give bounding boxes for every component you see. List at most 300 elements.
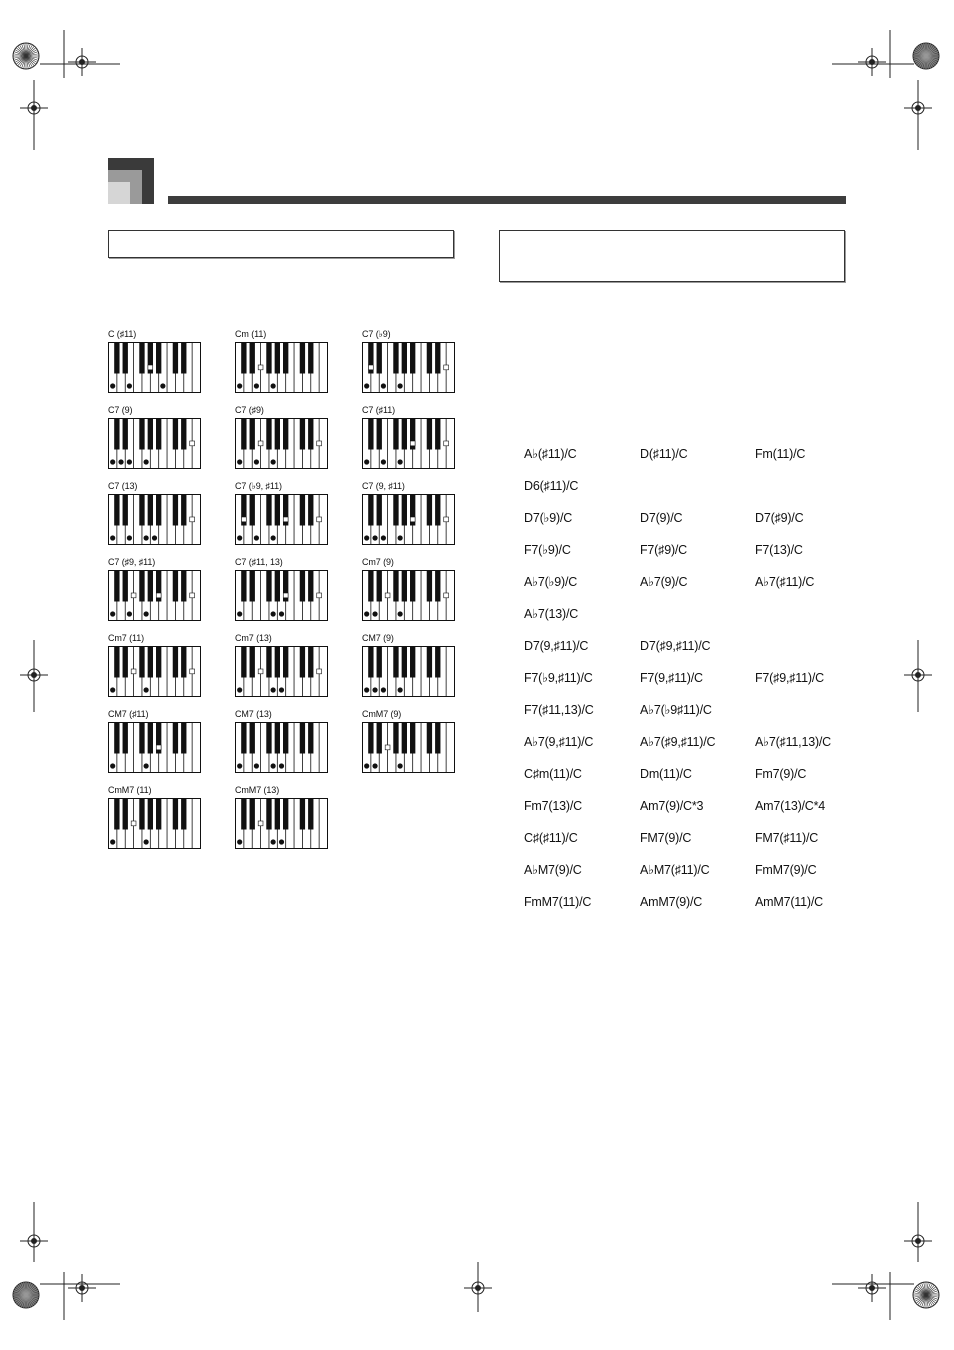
- keyboard-diagram: [235, 798, 329, 850]
- pressed-key-dot: [144, 611, 149, 616]
- black-key: [181, 343, 186, 374]
- chord-name: Am7(9)/C*3: [640, 799, 704, 813]
- pressed-key-dot: [110, 383, 115, 388]
- black-key: [156, 647, 161, 678]
- pressed-key-dot: [127, 611, 132, 616]
- black-key: [368, 723, 373, 754]
- pressed-black-key-marker: [410, 517, 415, 522]
- chord-label: C7 (♯9): [235, 405, 264, 415]
- black-key: [139, 799, 144, 830]
- chord-label: CmM7 (13): [235, 785, 280, 795]
- black-key: [410, 723, 415, 754]
- black-key: [241, 419, 246, 450]
- black-key: [410, 571, 415, 602]
- black-key: [114, 723, 119, 754]
- black-key: [266, 571, 271, 602]
- chord-name: A♭7(♭9)/C: [524, 575, 578, 589]
- chord-name: F7(13)/C: [755, 543, 803, 557]
- black-key: [368, 571, 373, 602]
- keyboard-diagram: [235, 570, 329, 622]
- pressed-key-dot: [237, 611, 242, 616]
- black-key: [139, 723, 144, 754]
- black-key: [300, 723, 305, 754]
- chord-name: Fm(11)/C: [755, 447, 806, 461]
- black-key: [308, 571, 313, 602]
- black-key: [173, 343, 178, 374]
- keyboard-diagram: [108, 494, 202, 546]
- keyboard-diagram: [362, 342, 456, 394]
- pressed-black-key-marker: [283, 593, 288, 598]
- pressed-black-key-marker: [156, 745, 161, 750]
- pressed-key-dot: [254, 535, 259, 540]
- pressed-black-key-marker: [190, 441, 195, 446]
- chord-name: FM7(9)/C: [640, 831, 692, 845]
- black-key: [123, 723, 128, 754]
- black-key: [300, 495, 305, 526]
- black-key: [402, 571, 407, 602]
- pressed-key-dot: [372, 763, 377, 768]
- black-key: [148, 799, 153, 830]
- black-key: [241, 571, 246, 602]
- chord-name: F7(♭9,♯11)/C: [524, 671, 593, 685]
- pressed-black-key-marker: [444, 593, 449, 598]
- black-key: [139, 571, 144, 602]
- chord-label: C7 (9, ♯11): [362, 481, 405, 491]
- black-key: [241, 647, 246, 678]
- pressed-key-dot: [364, 383, 369, 388]
- black-key: [308, 723, 313, 754]
- black-key: [250, 799, 255, 830]
- pressed-key-dot: [110, 459, 115, 464]
- black-key: [123, 571, 128, 602]
- black-key: [173, 723, 178, 754]
- pressed-black-key-marker: [385, 745, 390, 750]
- black-key: [283, 343, 288, 374]
- pressed-key-dot: [271, 687, 276, 692]
- chord-label: Cm7 (13): [235, 633, 272, 643]
- pressed-key-dot: [271, 383, 276, 388]
- black-key: [173, 495, 178, 526]
- black-key: [148, 647, 153, 678]
- keyboard-diagram: [235, 722, 329, 774]
- pressed-key-dot: [254, 459, 259, 464]
- chord-name: A♭(♯11)/C: [524, 447, 577, 461]
- pressed-key-dot: [279, 763, 284, 768]
- black-key: [377, 495, 382, 526]
- black-key: [181, 647, 186, 678]
- chord-name: D7(♭9)/C: [524, 511, 573, 525]
- chord-name: AmM7(11)/C: [755, 895, 823, 909]
- black-key: [173, 419, 178, 450]
- black-key: [275, 571, 280, 602]
- pressed-key-dot: [237, 763, 242, 768]
- pressed-key-dot: [381, 535, 386, 540]
- pressed-black-key-marker: [444, 441, 449, 446]
- black-key: [181, 723, 186, 754]
- black-key: [181, 419, 186, 450]
- keyboard-diagram: [362, 646, 456, 698]
- chord-name: C♯(♯11)/C: [524, 831, 578, 845]
- chord-name: D7(♯9)/C: [755, 511, 804, 525]
- sunburst-mark-top-right: [913, 43, 939, 69]
- black-key: [250, 343, 255, 374]
- chord-name: F7(9,♯11)/C: [640, 671, 703, 685]
- black-key: [123, 343, 128, 374]
- crosshair-mark-top-right: [858, 48, 886, 76]
- black-key: [114, 647, 119, 678]
- black-key: [275, 723, 280, 754]
- black-key: [300, 647, 305, 678]
- pressed-key-dot: [271, 763, 276, 768]
- sunburst-mark-bottom-right: [913, 1282, 939, 1308]
- chord-name: F7(♭9)/C: [524, 543, 571, 557]
- black-key: [435, 647, 440, 678]
- chord-name: A♭7(♯11,13)/C: [755, 735, 832, 749]
- pressed-black-key-marker: [190, 593, 195, 598]
- chord-name: D6(♯11)/C: [524, 479, 579, 493]
- black-key: [427, 647, 432, 678]
- black-key: [266, 495, 271, 526]
- pressed-key-dot: [110, 839, 115, 844]
- chord-name: A♭7(13)/C: [524, 607, 579, 621]
- crosshair-mark-top-left: [68, 48, 96, 76]
- black-key: [275, 495, 280, 526]
- pressed-key-dot: [110, 611, 115, 616]
- pressed-key-dot: [271, 839, 276, 844]
- keyboard-diagram: [362, 570, 456, 622]
- pressed-black-key-marker: [156, 593, 161, 598]
- black-key: [393, 571, 398, 602]
- pressed-key-dot: [364, 535, 369, 540]
- black-key: [377, 419, 382, 450]
- header-tab-icon: [108, 158, 154, 204]
- black-key: [377, 343, 382, 374]
- black-key: [300, 571, 305, 602]
- black-key: [402, 343, 407, 374]
- pressed-black-key-marker: [241, 517, 246, 522]
- black-key: [393, 419, 398, 450]
- pressed-key-dot: [254, 383, 259, 388]
- black-key: [300, 343, 305, 374]
- black-key: [393, 495, 398, 526]
- chord-name: D7(♯9,♯11)/C: [640, 639, 711, 653]
- black-key: [410, 343, 415, 374]
- pressed-key-dot: [381, 687, 386, 692]
- black-key: [300, 419, 305, 450]
- chord-label: C7 (♭9): [362, 329, 391, 339]
- black-key: [308, 419, 313, 450]
- pressed-key-dot: [271, 611, 276, 616]
- black-key: [250, 723, 255, 754]
- pressed-key-dot: [110, 535, 115, 540]
- black-key: [123, 799, 128, 830]
- pressed-key-dot: [271, 459, 276, 464]
- pressed-key-dot: [237, 535, 242, 540]
- black-key: [148, 723, 153, 754]
- black-key: [435, 571, 440, 602]
- black-key: [123, 495, 128, 526]
- black-key: [393, 647, 398, 678]
- chord-name: A♭M7(♯11)/C: [640, 863, 710, 877]
- chord-name: F7(♯9)/C: [640, 543, 688, 557]
- keyboard-diagram: [362, 418, 456, 470]
- chord-name: Fm7(9)/C: [755, 767, 807, 781]
- pressed-black-key-marker: [190, 669, 195, 674]
- black-key: [275, 419, 280, 450]
- chord-name: A♭7(9,♯11)/C: [524, 735, 594, 749]
- chord-name: AmM7(9)/C: [640, 895, 703, 909]
- black-key: [173, 799, 178, 830]
- black-key: [139, 495, 144, 526]
- pressed-key-dot: [118, 459, 123, 464]
- black-key: [181, 495, 186, 526]
- black-key: [148, 495, 153, 526]
- pressed-key-dot: [144, 687, 149, 692]
- chord-name: A♭7(9)/C: [640, 575, 688, 589]
- black-key: [427, 723, 432, 754]
- black-key: [173, 647, 178, 678]
- black-key: [368, 495, 373, 526]
- left-heading-box: [108, 230, 454, 258]
- pressed-key-dot: [381, 383, 386, 388]
- black-key: [266, 343, 271, 374]
- right-heading-box: [499, 230, 845, 282]
- pressed-key-dot: [271, 535, 276, 540]
- pressed-key-dot: [152, 535, 157, 540]
- black-key: [266, 799, 271, 830]
- chord-label: Cm7 (11): [108, 633, 145, 643]
- pressed-key-dot: [372, 611, 377, 616]
- black-key: [275, 343, 280, 374]
- pressed-key-dot: [398, 535, 403, 540]
- pressed-key-dot: [110, 763, 115, 768]
- black-key: [308, 647, 313, 678]
- pressed-key-dot: [398, 383, 403, 388]
- sunburst-mark-bottom-left: [13, 1282, 39, 1308]
- pressed-key-dot: [254, 763, 259, 768]
- chord-label: C7 (13): [108, 481, 138, 491]
- black-key: [114, 799, 119, 830]
- black-key: [275, 647, 280, 678]
- pressed-black-key-marker: [190, 517, 195, 522]
- black-key: [368, 647, 373, 678]
- pressed-key-dot: [237, 839, 242, 844]
- black-key: [427, 343, 432, 374]
- black-key: [368, 419, 373, 450]
- header-rule: [168, 196, 846, 204]
- chord-name: A♭7(♭9♯11)/C: [640, 703, 712, 717]
- black-key: [266, 419, 271, 450]
- keyboard-diagram: [362, 722, 456, 774]
- black-key: [308, 799, 313, 830]
- pressed-black-key-marker: [258, 365, 263, 370]
- keyboard-diagram: [235, 342, 329, 394]
- pressed-key-dot: [364, 687, 369, 692]
- chord-label: C7 (♯11): [362, 405, 396, 415]
- black-key: [250, 647, 255, 678]
- black-key: [241, 723, 246, 754]
- pressed-key-dot: [364, 611, 369, 616]
- pressed-key-dot: [279, 687, 284, 692]
- chord-name: A♭7(♯9,♯11)/C: [640, 735, 716, 749]
- keyboard-diagram: [108, 646, 202, 698]
- black-key: [123, 419, 128, 450]
- chord-name: FmM7(9)/C: [755, 863, 817, 877]
- pressed-key-dot: [398, 687, 403, 692]
- black-key: [402, 647, 407, 678]
- black-key: [377, 647, 382, 678]
- chord-label: C7 (♯9, ♯11): [108, 557, 156, 567]
- pressed-key-dot: [127, 459, 132, 464]
- pressed-key-dot: [237, 687, 242, 692]
- black-key: [308, 495, 313, 526]
- pressed-key-dot: [364, 763, 369, 768]
- pressed-black-key-marker: [385, 593, 390, 598]
- black-key: [377, 723, 382, 754]
- black-key: [402, 723, 407, 754]
- crosshair-mark-bottom-left: [68, 1274, 96, 1302]
- black-key: [283, 647, 288, 678]
- black-key: [427, 495, 432, 526]
- black-key: [283, 723, 288, 754]
- black-key: [139, 343, 144, 374]
- chord-label: CM7 (13): [235, 709, 272, 719]
- pressed-key-dot: [381, 459, 386, 464]
- black-key: [402, 495, 407, 526]
- black-key: [435, 343, 440, 374]
- black-key: [402, 419, 407, 450]
- black-key: [377, 571, 382, 602]
- pressed-key-dot: [372, 535, 377, 540]
- black-key: [435, 495, 440, 526]
- black-key: [300, 799, 305, 830]
- black-key: [114, 419, 119, 450]
- black-key: [410, 647, 415, 678]
- black-key: [435, 419, 440, 450]
- keyboard-diagram: [362, 494, 456, 546]
- chord-label: C7 (♯11, 13): [235, 557, 283, 567]
- pressed-key-dot: [127, 535, 132, 540]
- pressed-black-key-marker: [258, 821, 263, 826]
- pressed-key-dot: [160, 383, 165, 388]
- black-key: [139, 419, 144, 450]
- pressed-key-dot: [279, 839, 284, 844]
- chord-label: CmM7 (11): [108, 785, 152, 795]
- sunburst-mark-top-left: [13, 43, 39, 69]
- black-key: [283, 419, 288, 450]
- black-key: [156, 419, 161, 450]
- chord-label: CmM7 (9): [362, 709, 402, 719]
- pressed-key-dot: [144, 763, 149, 768]
- pressed-key-dot: [398, 611, 403, 616]
- chord-name: A♭M7(9)/C: [524, 863, 582, 877]
- pressed-black-key-marker: [131, 669, 136, 674]
- pressed-black-key-marker: [317, 593, 322, 598]
- pressed-key-dot: [398, 459, 403, 464]
- chord-name: C♯m(11)/C: [524, 767, 582, 781]
- pressed-black-key-marker: [258, 441, 263, 446]
- black-key: [266, 723, 271, 754]
- chord-name: D(♯11)/C: [640, 447, 688, 461]
- black-key: [241, 343, 246, 374]
- black-key: [393, 343, 398, 374]
- chord-name: D7(9,♯11)/C: [524, 639, 589, 653]
- black-key: [435, 723, 440, 754]
- chord-label: Cm (11): [235, 329, 267, 339]
- black-key: [114, 343, 119, 374]
- black-key: [241, 799, 246, 830]
- black-key: [266, 647, 271, 678]
- crosshair-mark-bottom-right: [858, 1274, 886, 1302]
- black-key: [427, 571, 432, 602]
- pressed-black-key-marker: [148, 365, 153, 370]
- black-key: [139, 647, 144, 678]
- chord-label: CM7 (♯11): [108, 709, 149, 719]
- keyboard-diagram: [108, 342, 202, 394]
- keyboard-diagram: [108, 798, 202, 850]
- pressed-black-key-marker: [258, 669, 263, 674]
- pressed-key-dot: [398, 763, 403, 768]
- black-key: [173, 571, 178, 602]
- chord-name: A♭7(♯11)/C: [755, 575, 815, 589]
- black-key: [283, 799, 288, 830]
- black-key: [181, 799, 186, 830]
- pressed-key-dot: [279, 611, 284, 616]
- chord-name: FmM7(11)/C: [524, 895, 592, 909]
- chord-label: C7 (9): [108, 405, 133, 415]
- pressed-key-dot: [110, 687, 115, 692]
- keyboard-diagram: [235, 418, 329, 470]
- pressed-black-key-marker: [131, 821, 136, 826]
- pressed-key-dot: [372, 687, 377, 692]
- chord-name: FM7(♯11)/C: [755, 831, 819, 845]
- chord-name: Fm7(13)/C: [524, 799, 582, 813]
- black-key: [156, 495, 161, 526]
- black-key: [156, 799, 161, 830]
- pressed-key-dot: [237, 383, 242, 388]
- black-key: [156, 343, 161, 374]
- black-key: [393, 723, 398, 754]
- pressed-key-dot: [127, 383, 132, 388]
- black-key: [114, 571, 119, 602]
- black-key: [123, 647, 128, 678]
- pressed-black-key-marker: [131, 593, 136, 598]
- pressed-key-dot: [144, 535, 149, 540]
- pressed-black-key-marker: [444, 365, 449, 370]
- black-key: [181, 571, 186, 602]
- pressed-black-key-marker: [317, 669, 322, 674]
- pressed-black-key-marker: [368, 365, 373, 370]
- black-key: [148, 419, 153, 450]
- pressed-black-key-marker: [444, 517, 449, 522]
- keyboard-diagram: [108, 722, 202, 774]
- pressed-key-dot: [144, 839, 149, 844]
- black-key: [148, 571, 153, 602]
- chord-name: Am7(13)/C*4: [755, 799, 826, 813]
- chord-label: C (♯11): [108, 329, 137, 339]
- chord-label: Cm7 (9): [362, 557, 394, 567]
- keyboard-diagram: [108, 418, 202, 470]
- black-key: [427, 419, 432, 450]
- chord-name: F7(♯9,♯11)/C: [755, 671, 824, 685]
- keyboard-diagram: [108, 570, 202, 622]
- black-key: [114, 495, 119, 526]
- black-key: [275, 799, 280, 830]
- pressed-key-dot: [237, 459, 242, 464]
- pressed-key-dot: [364, 459, 369, 464]
- black-key: [308, 343, 313, 374]
- pressed-black-key-marker: [410, 441, 415, 446]
